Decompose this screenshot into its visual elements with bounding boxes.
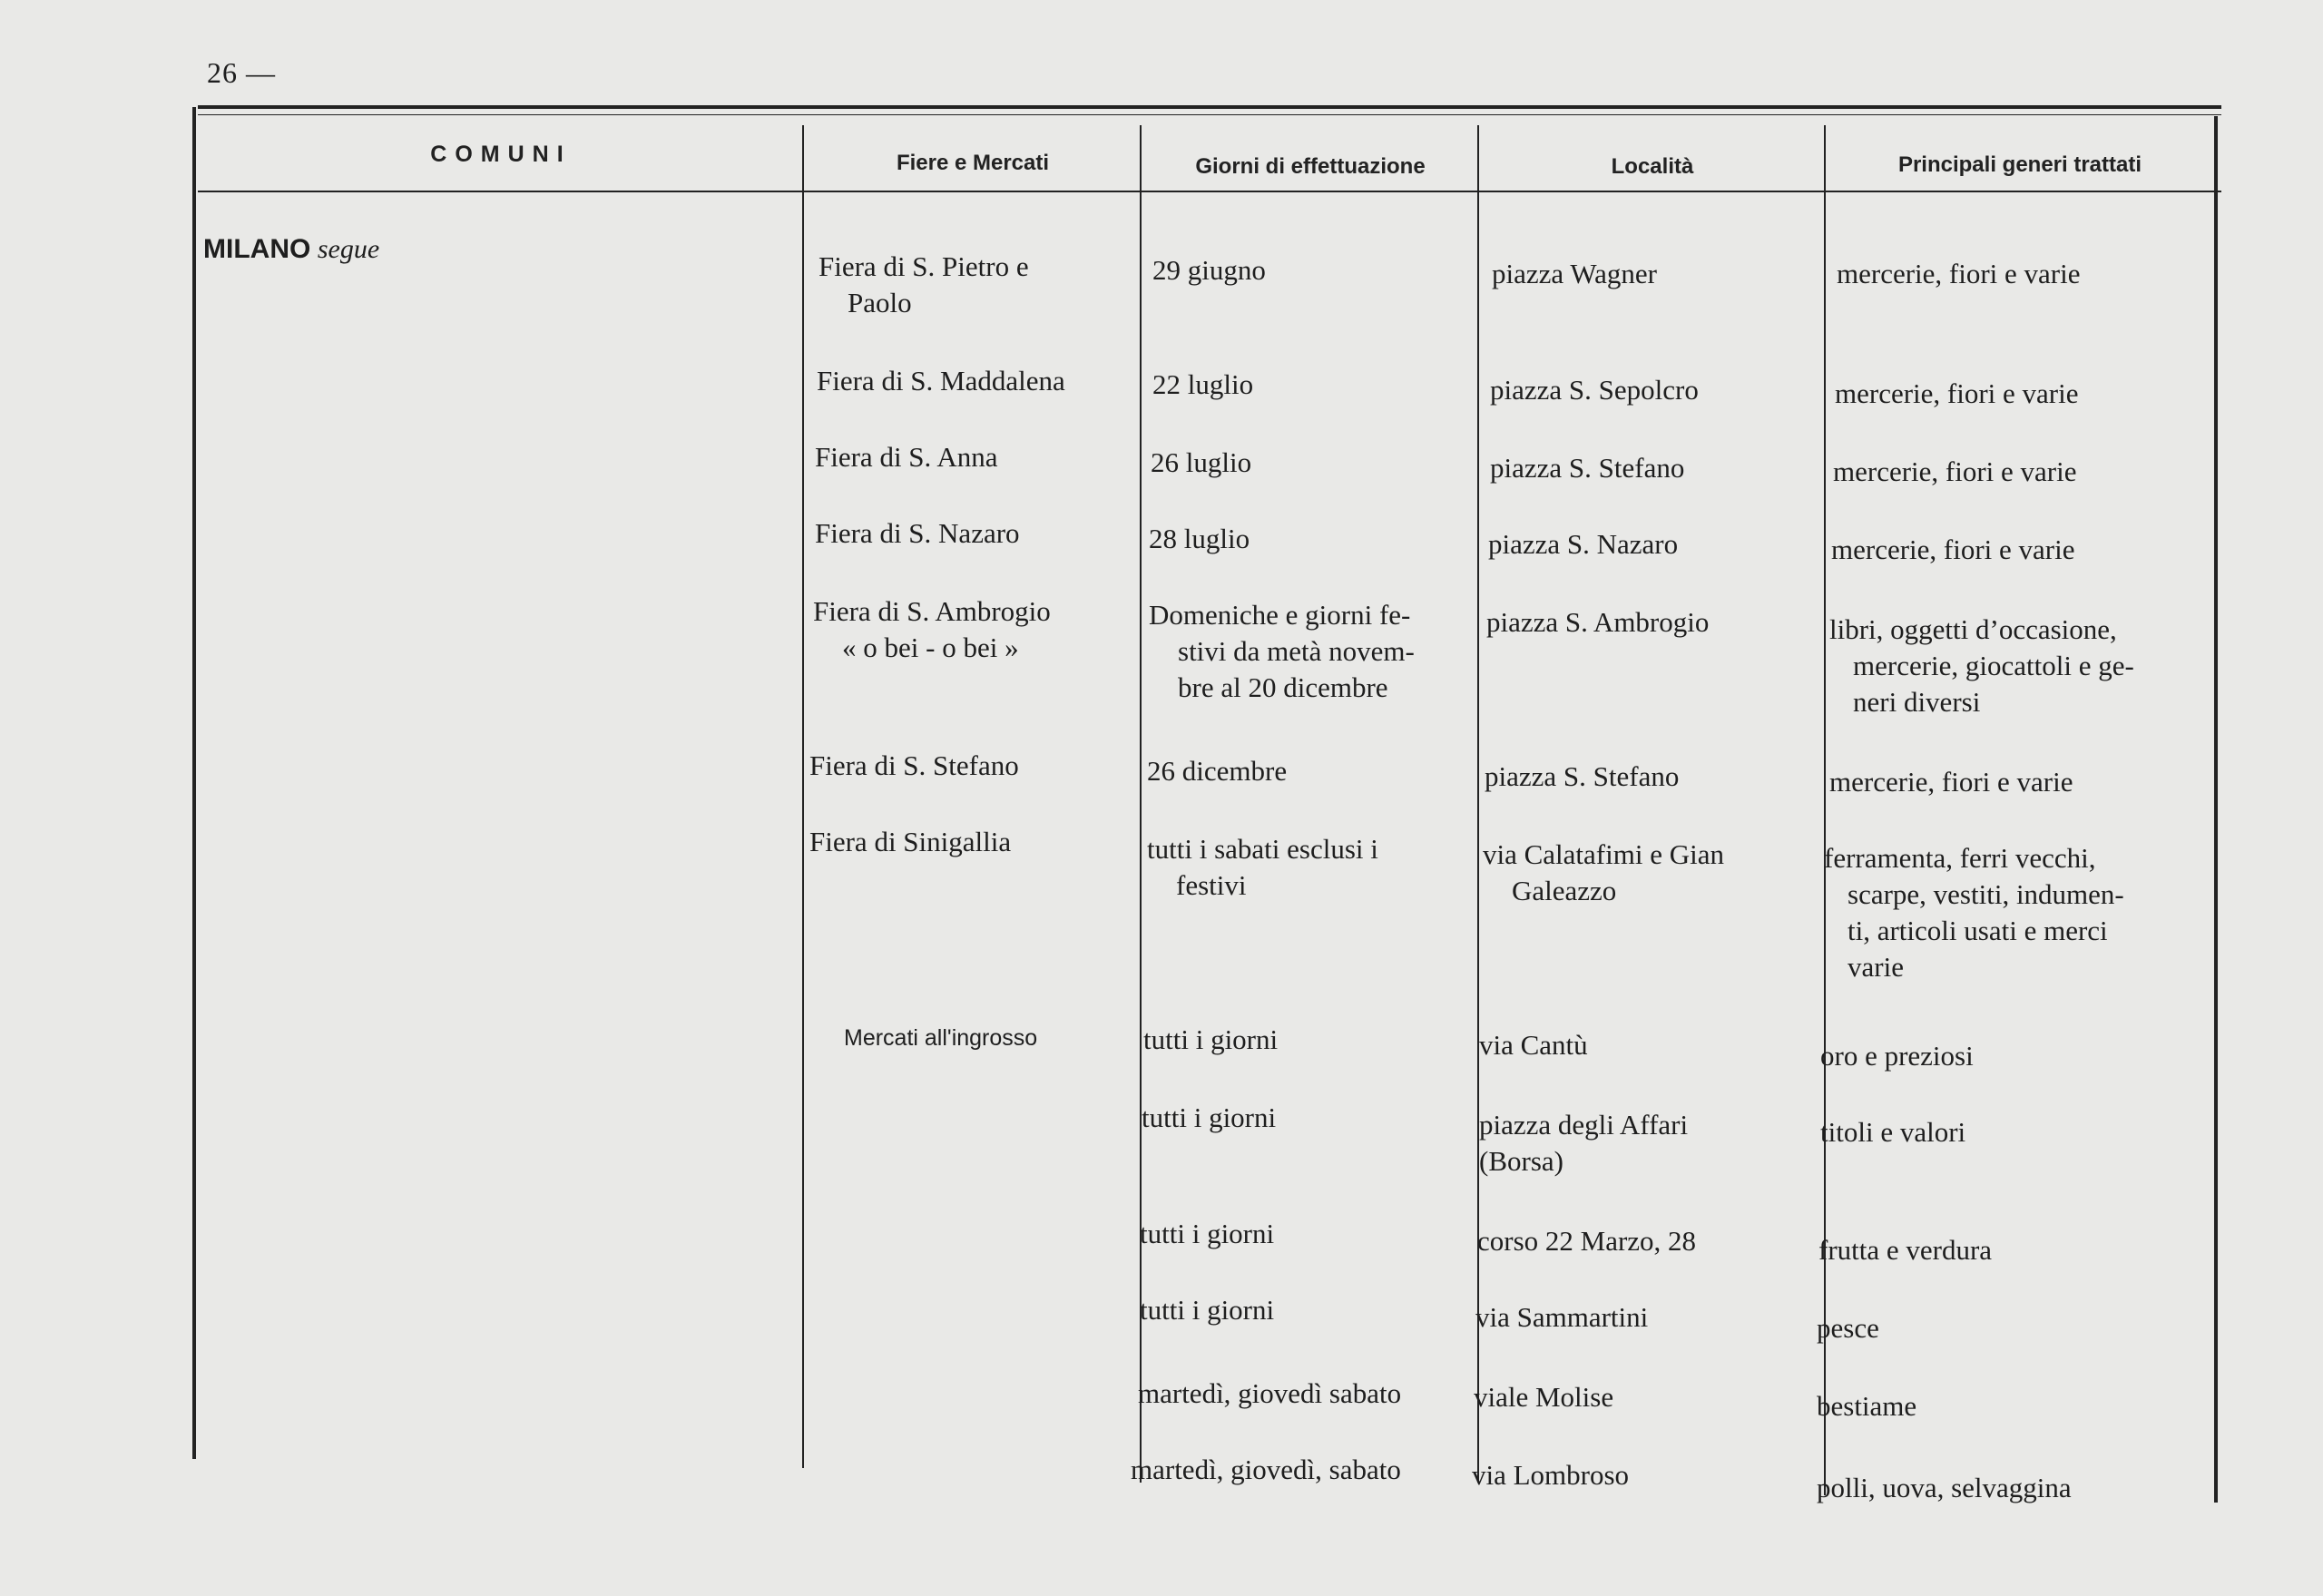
row-2-generi: mercerie, fiori e varie — [1833, 455, 2077, 487]
row-6-localita-line-0: via Calatafimi e Gian — [1483, 838, 1724, 870]
row-4-generi-line-0: libri, oggetti d’occasione, — [1829, 613, 2117, 645]
row-10-localita: via Sammartini — [1475, 1301, 1649, 1333]
row-6-generi-line-0: ferramenta, ferri vecchi, — [1824, 842, 2096, 874]
row-5-fiera: Fiera di S. Stefano — [809, 749, 1019, 781]
row-4-localita: piazza S. Ambrogio — [1486, 606, 1710, 638]
row-3-fiera: Fiera di S. Nazaro — [815, 517, 1020, 549]
row-7-fiera: Mercati all'ingrosso — [844, 1025, 1038, 1051]
row-6-giorni-line-1: festivi — [1176, 869, 1247, 901]
page-number: 26 — — [207, 56, 276, 89]
row-7-localita: via Cantù — [1479, 1029, 1588, 1061]
row-1-localita: piazza S. Sepolcro — [1490, 374, 1699, 406]
row-12-giorni: martedì, giovedì, sabato — [1131, 1454, 1401, 1485]
row-8-localita — [1479, 1107, 1818, 1180]
row-6-fiera: Fiera di Sinigallia — [809, 826, 1012, 857]
header-fiere: Fiere e Mercati — [896, 151, 1050, 175]
row-3-giorni: 28 luglio — [1149, 523, 1250, 554]
row-9-giorni: tutti i giorni — [1140, 1218, 1275, 1249]
row-1-giorni: 22 luglio — [1152, 368, 1254, 400]
row-5-generi: mercerie, fiori e varie — [1829, 766, 2073, 798]
header-generi: Principali generi trattati — [1897, 152, 2142, 177]
comune-note: segue — [317, 234, 380, 264]
row-8-generi: titoli e valori — [1820, 1116, 1966, 1148]
row-4-giorni-line-2: bre al 20 dicembre — [1178, 671, 1388, 703]
row-8-giorni: tutti i giorni — [1142, 1102, 1277, 1133]
row-4-fiera-line-0: Fiera di S. Ambrogio — [813, 595, 1051, 627]
row-4-giorni-line-1: stivi da metà novem- — [1178, 635, 1415, 667]
row-11-localita: viale Molise — [1474, 1381, 1614, 1413]
row-6-generi — [1824, 840, 2210, 985]
row-6-giorni-line-0: tutti i sabati esclusi i — [1147, 833, 1378, 865]
row-9-localita: corso 22 Marzo, 28 — [1477, 1225, 1697, 1257]
row-8-localita-line-0: piazza degli Affari — [1479, 1109, 1689, 1141]
column-rule-3 — [1477, 125, 1479, 1483]
row-6-generi-line-2: ti, articoli usati e merci — [1848, 915, 2108, 946]
column-rule-2 — [1140, 125, 1142, 1483]
comune-cell — [203, 234, 379, 265]
column-rule-right — [2214, 116, 2218, 1503]
row-12-localita: via Lombroso — [1472, 1459, 1630, 1491]
row-0-fiera-line-0: Fiera di S. Pietro e — [818, 250, 1029, 282]
row-3-generi: mercerie, fiori e varie — [1831, 534, 2075, 565]
row-4-giorni — [1149, 597, 1475, 706]
row-6-localita-line-1: Galeazzo — [1512, 875, 1617, 906]
header-comuni: COMUNI — [430, 142, 572, 167]
row-8-localita-line-1: (Borsa) — [1479, 1145, 1563, 1177]
row-4-generi-line-2: neri diversi — [1853, 686, 1981, 718]
row-7-giorni: tutti i giorni — [1143, 1023, 1279, 1055]
table-top-rule-thin — [198, 114, 2221, 115]
header-bottom-rule — [198, 191, 2221, 192]
row-10-generi: pesce — [1817, 1312, 1879, 1344]
row-5-giorni: 26 dicembre — [1147, 755, 1288, 787]
row-12-generi: polli, uova, selvaggina — [1817, 1472, 2072, 1503]
row-6-generi-line-3: varie — [1848, 951, 1904, 983]
row-3-localita: piazza S. Nazaro — [1488, 528, 1679, 560]
comune-name: MILANO — [203, 234, 311, 264]
row-11-generi: bestiame — [1817, 1390, 1917, 1422]
row-9-generi: frutta e verdura — [1818, 1234, 1993, 1266]
row-6-generi-line-1: scarpe, vestiti, indumen- — [1848, 878, 2124, 910]
column-rule-1 — [802, 125, 804, 1468]
header-giorni: Giorni di effettuazione — [1195, 154, 1426, 179]
row-6-localita — [1483, 837, 1822, 909]
row-0-fiera-line-1: Paolo — [848, 287, 912, 318]
row-2-fiera: Fiera di S. Anna — [815, 441, 998, 473]
row-7-generi: oro e preziosi — [1820, 1040, 1974, 1072]
row-0-fiera — [818, 249, 1136, 321]
row-10-giorni: tutti i giorni — [1140, 1294, 1275, 1326]
row-0-generi: mercerie, fiori e varie — [1837, 258, 2081, 289]
row-0-giorni: 29 giugno — [1152, 254, 1266, 286]
row-2-giorni: 26 luglio — [1151, 446, 1252, 478]
row-1-fiera: Fiera di S. Maddalena — [817, 365, 1065, 397]
row-1-generi: mercerie, fiori e varie — [1835, 377, 2079, 409]
row-11-giorni: martedì, giovedì sabato — [1138, 1377, 1402, 1409]
row-0-localita: piazza Wagner — [1492, 258, 1657, 289]
header-localita: Località — [1611, 154, 1694, 179]
table-top-rule — [198, 105, 2221, 109]
row-4-generi-line-1: mercerie, giocattoli e ge- — [1853, 650, 2134, 681]
column-rule-left — [192, 107, 196, 1459]
row-5-localita: piazza S. Stefano — [1485, 760, 1680, 792]
row-4-giorni-line-0: Domeniche e giorni fe- — [1149, 599, 1411, 631]
row-4-fiera-line-1: « o bei - o bei » — [842, 632, 1019, 663]
column-rule-4 — [1824, 125, 1826, 1495]
row-6-giorni — [1147, 831, 1474, 904]
row-4-fiera — [813, 593, 1136, 666]
row-4-generi — [1829, 612, 2210, 720]
row-2-localita: piazza S. Stefano — [1490, 452, 1685, 484]
